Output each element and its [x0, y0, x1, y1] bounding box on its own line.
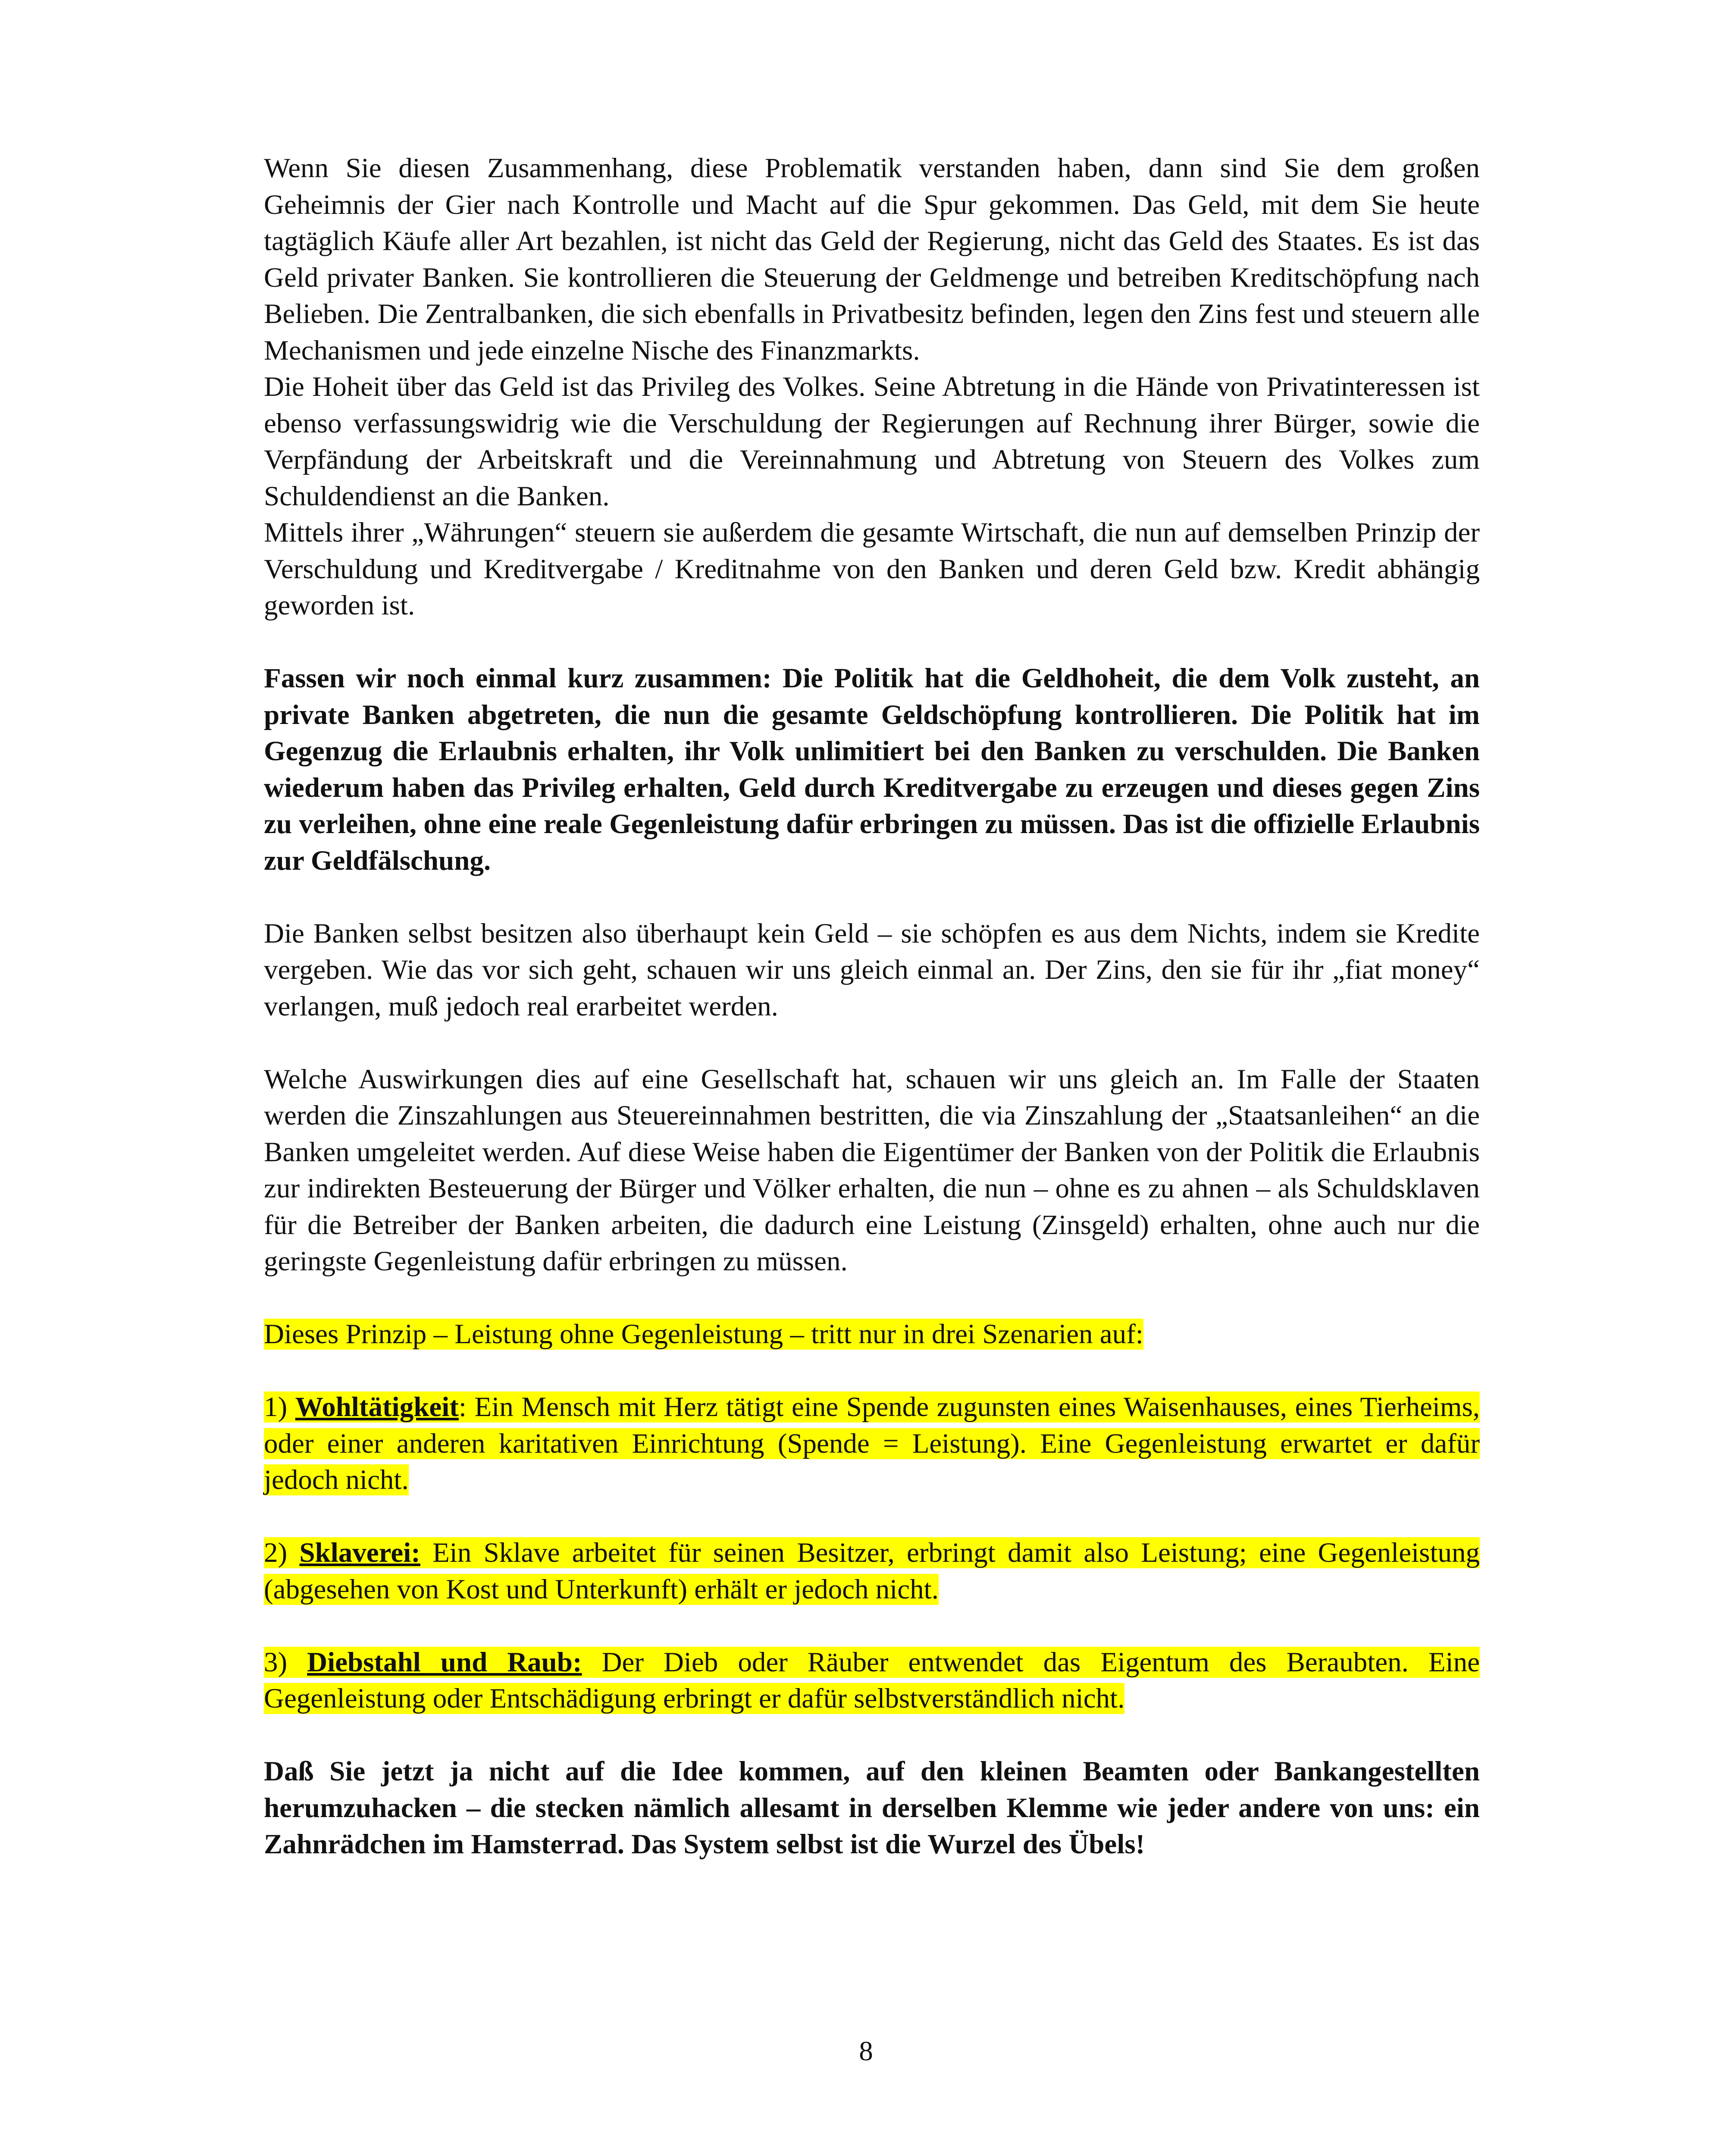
paragraph-gap [264, 1353, 1480, 1389]
scenario-highlight [264, 1537, 1480, 1605]
paragraph-currencies: Mittels ihrer „Währungen“ steuern sie außerdem die gesamte Wirtschaft, die nun auf demselben Prinzip der Verschuldung und Kreditvergabe / Kreditnahme von den Banken und deren Geld bzw. Kredit abhängig geworden ist. [264, 517, 1480, 621]
scenario-term: Wohltätigkeit [295, 1391, 459, 1423]
scenario-text: Der Dieb oder Räuber entwendet das Eigentum des Beraubten. Eine Gegenleistung oder Entschädigung erbringt er dafür selbstverständlich nicht. [264, 1646, 1480, 1714]
scenario-term: Sklaverei: [299, 1537, 420, 1568]
paragraph-gap [264, 1280, 1480, 1316]
scenario-number: 3) [264, 1646, 288, 1678]
summary-paragraph: Fassen wir noch einmal kurz zusammen: Die Politik hat die Geldhoheit, die dem Volk zusteht, an private Banken abgetreten, die nun die gesamte Geldschöpfung kontrollieren. Die Politik hat im Gegenzug die Erlaubnis erhalten, ihr Volk unlimitiert bei den Banken zu verschulden. Die Banken wiederum haben das Privileg erhalten, Geld durch Kreditvergabe zu erzeugen und dieses gegen Zins zu verleihen, ohne eine reale Gegenleistung dafür erbringen zu müssen. Das ist die offizielle Erlaubnis zur Geldfälschung. [264, 663, 1480, 876]
paragraph-gap [264, 624, 1480, 661]
scenario-text: Ein Sklave arbeitet für seinen Besitzer, erbringt damit also Leistung; eine Gegenleistung (abgesehen von Kost und Unterkunft) erhält er jedoch nicht. [264, 1537, 1480, 1605]
paragraph-gap [264, 1025, 1480, 1061]
scenario-highlight [264, 1647, 1480, 1714]
paragraph-sovereignty: Die Hoheit über das Geld ist das Privileg des Volkes. Seine Abtretung in die Hände von Privatinteressen ist ebenso verfassungswidrig wie die Verschuldung der Regierungen auf Rechnung ihrer Bürger, sowie die Verpfändung der Arbeitskraft und die Vereinnahmung und Abtretung von Steuern des Volkes zum Schuldendienst an die Banken. [264, 371, 1480, 512]
scenario-item [264, 1535, 1480, 1608]
scenario-text: Ein Mensch mit Herz tätigt eine Spende zugunsten eines Waisenhauses, eines Tierheims, oder einer anderen karitativen Einrichtung (Spende = Leistung). Eine Gegenleistung erwartet er dafür jedoch nicht. [264, 1391, 1480, 1495]
paragraph-money-secret: Wenn Sie diesen Zusammenhang, diese Problematik verstanden haben, dann sind Sie dem großen Geheimnis der Gier nach Kontrolle und Macht auf die Spur gekommen. Das Geld, mit dem Sie heute tagtäglich Käufe aller Art bezahlen, ist nicht das Geld der Regierung, nicht das Geld des Staates. Es ist das Geld privater Banken. Sie kontrollieren die Steuerung der Geldmenge und betreiben Kreditschöpfung nach Belieben. Die Zentralbanken, die sich ebenfalls in Privatbesitz befinden, legen den Zins fest und steuern alle Mechanismen und jede einzelne Nische des Finanzmarkts. [264, 153, 1480, 366]
scenario-number: 2) [264, 1537, 288, 1568]
page-body [264, 150, 1480, 1863]
paragraph-gap [264, 1717, 1480, 1754]
scenario-separator: : [458, 1391, 467, 1423]
scenario-item [264, 1644, 1480, 1717]
paragraph-gap [264, 1498, 1480, 1535]
paragraph-gap [264, 879, 1480, 915]
principle-intro [264, 1316, 1480, 1353]
paragraph-banks-no-money: Die Banken selbst besitzen also überhaupt kein Geld – sie schöpfen es aus dem Nichts, indem sie Kredite vergeben. Wie das vor sich geht, schauen wir uns gleich einmal an. Der Zins, den sie für ihr „fiat money“ verlangen, muß jedoch real erarbeitet werden. [264, 918, 1480, 1022]
paragraph-effects-on-society: Welche Auswirkungen dies auf eine Gesellschaft hat, schauen wir uns gleich an. Im Falle der Staaten werden die Zinszahlungen aus Steuereinnahmen bestritten, die via Zinszahlung der „Staatsanleihen“ an die Banken umgeleitet werden. Auf diese Weise haben die Eigentümer der Banken von der Politik die Erlaubnis zur indirekten Besteuerung der Bürger und Völker erhalten, die nun – ohne es zu ahnen – als Schuldsklaven für die Betreiber der Banken arbeiten, die dadurch eine Leistung (Zinsgeld) erhalten, ohne auch nur die geringste Gegenleistung dafür erbringen zu müssen. [264, 1063, 1480, 1277]
scenario-highlight [264, 1391, 1480, 1495]
scenario-number: 1) [264, 1391, 288, 1423]
scenario-item [264, 1389, 1480, 1498]
scenario-term: Diebstahl und Raub: [307, 1646, 582, 1678]
closing-paragraph: Daß Sie jetzt ja nicht auf die Idee kommen, auf den kleinen Beamten oder Bankangestellten herumzuhacken – die stecken nämlich allesamt in derselben Klemme wie jeder andere von uns: ein Zahnrädchen im Hamsterrad. Das System selbst ist die Wurzel des Übels! [264, 1756, 1480, 1860]
page-number: 8 [859, 2036, 873, 2067]
paragraph-gap [264, 1608, 1480, 1644]
principle-intro-text: Dieses Prinzip – Leistung ohne Gegenleistung – tritt nur in drei Szenarien auf: [264, 1319, 1143, 1350]
